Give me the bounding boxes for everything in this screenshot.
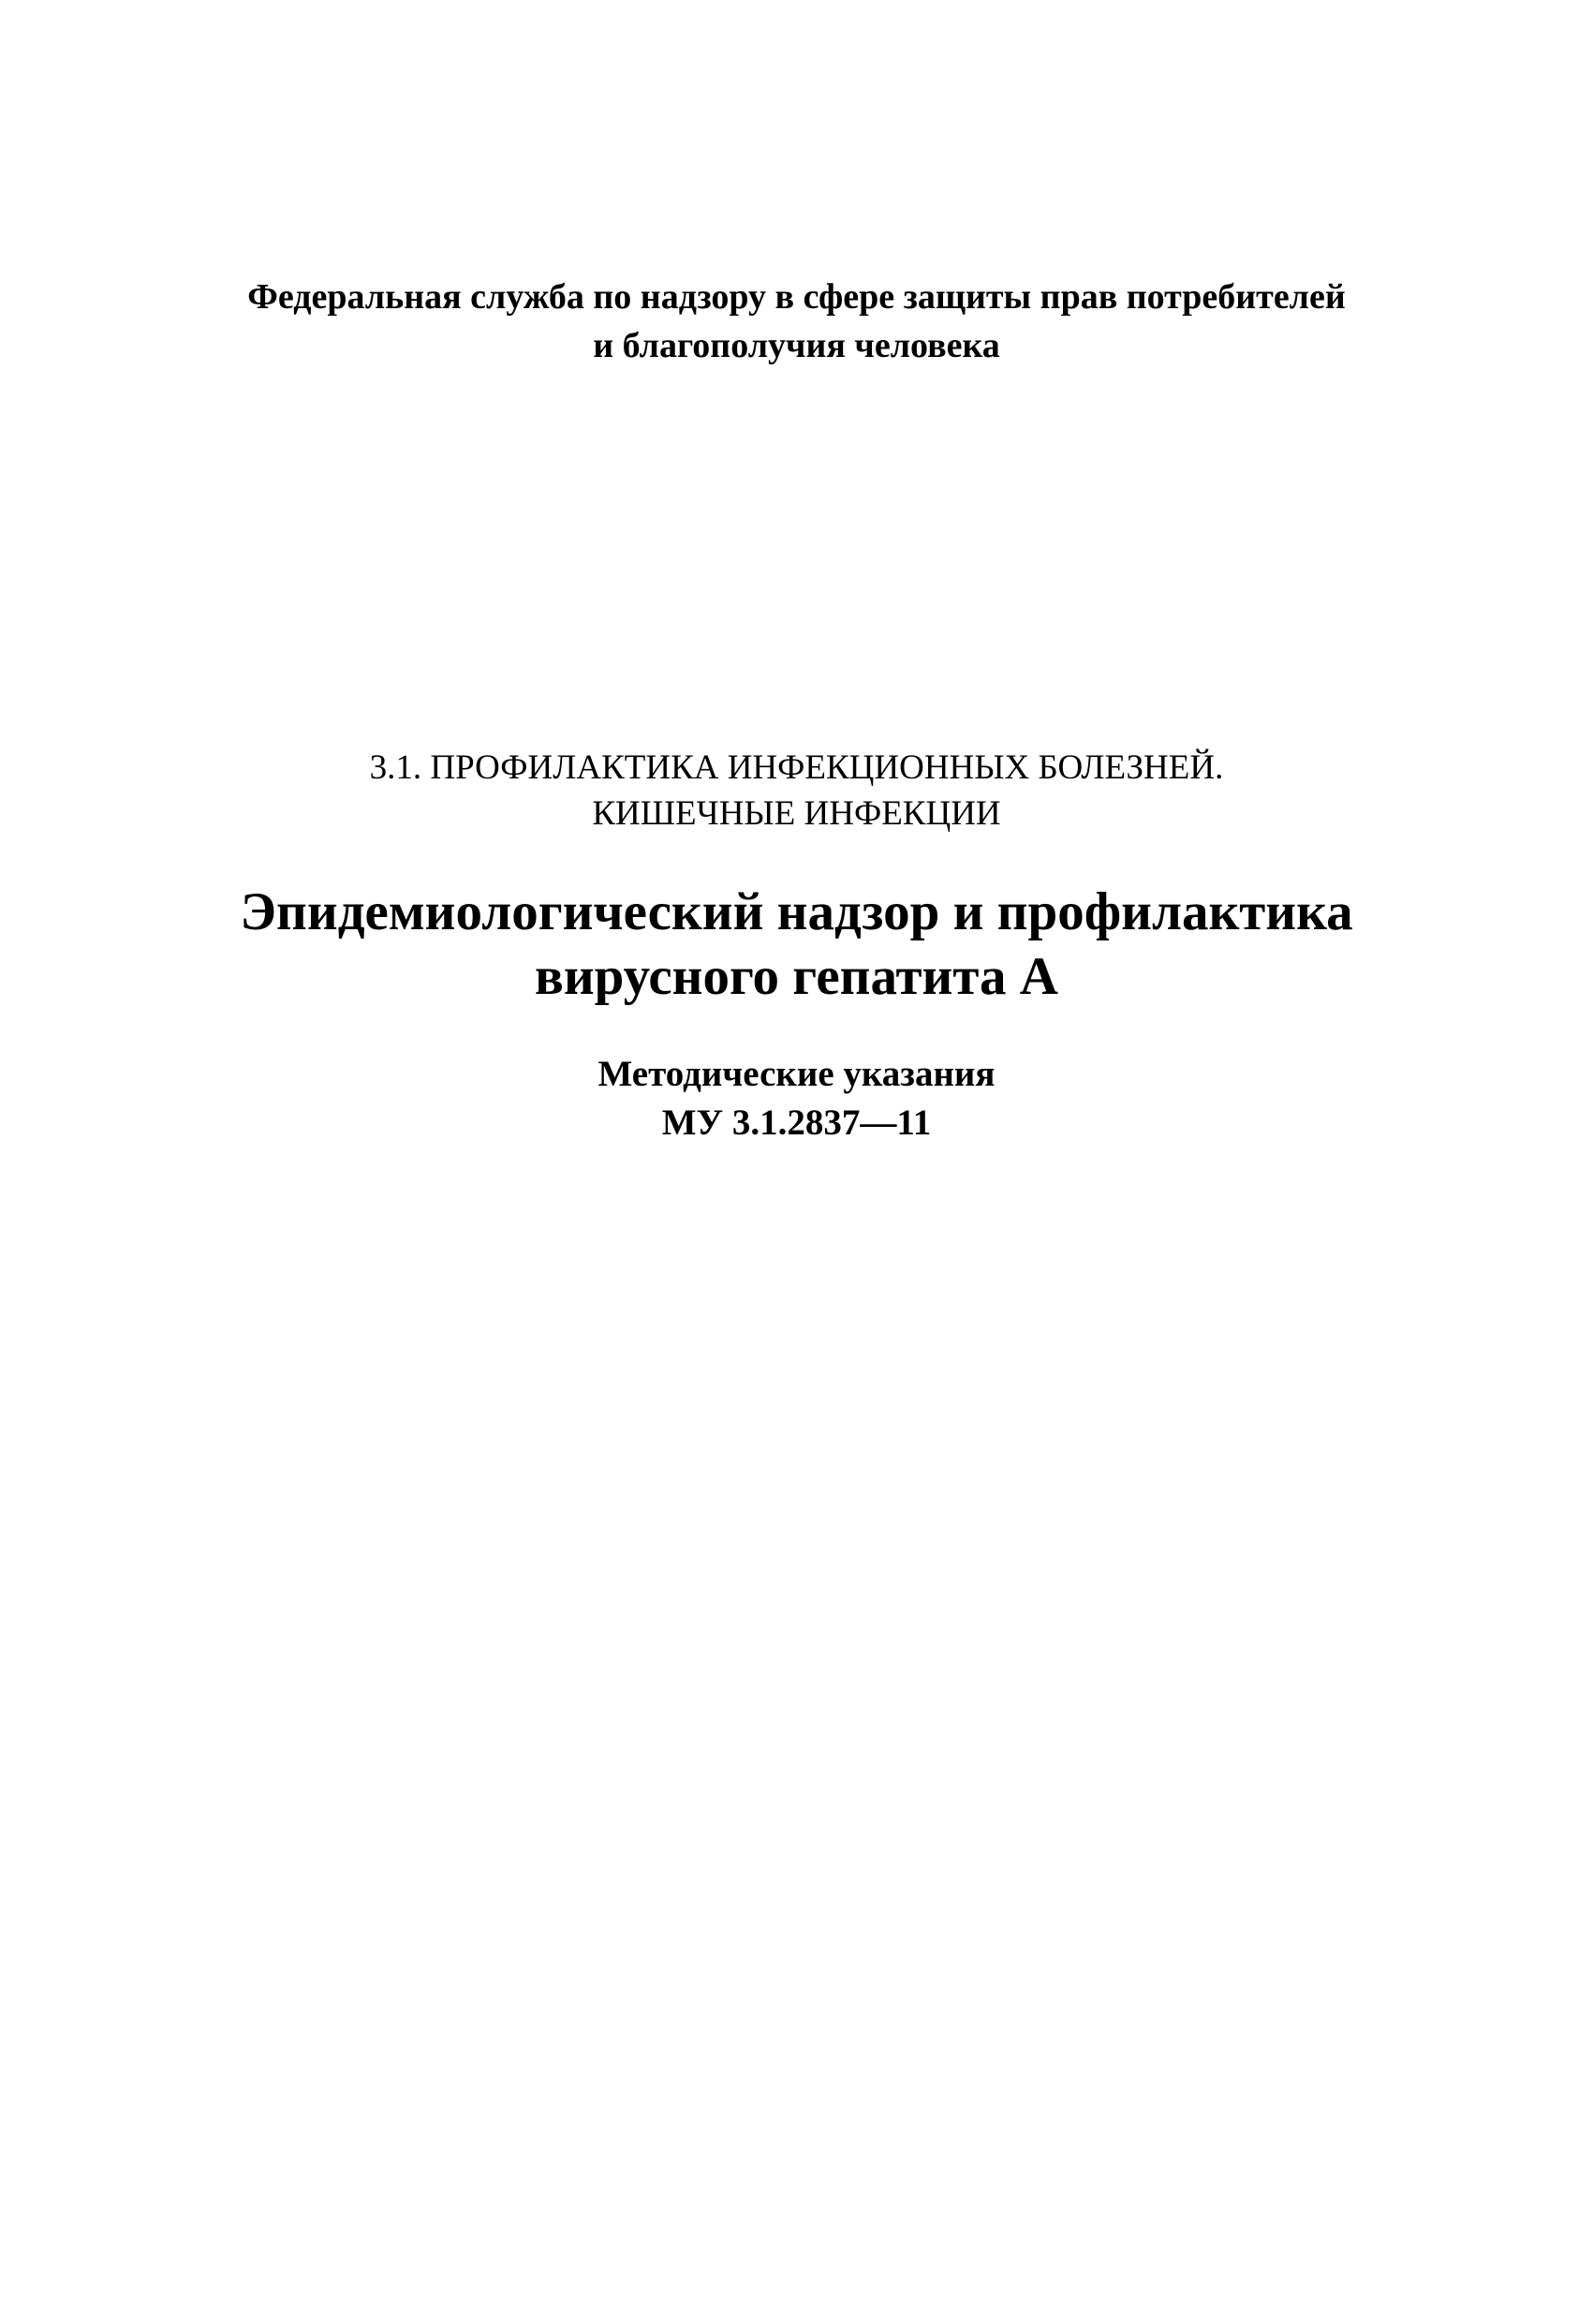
agency-name-line-1: Федеральная служба по надзору в сфере защиты прав потребителей [247,277,1346,317]
document-title-line-2: вирусного гепатита А [535,947,1058,1006]
document-code: МУ 3.1.2837—11 [661,1103,932,1143]
series-heading-line-1: 3.1. ПРОФИЛАКТИКА ИНФЕКЦИОННЫХ БОЛЕЗНЕЙ. [369,748,1224,787]
agency-name-line-2: и благополучия человека [593,326,1000,365]
series-heading-line-2: КИШЕЧНЫЕ ИНФЕКЦИИ [592,794,1001,833]
document-title-line-1: Эпидемиологический надзор и профилактика [240,882,1353,941]
document-type: Методические указания [597,1054,996,1094]
